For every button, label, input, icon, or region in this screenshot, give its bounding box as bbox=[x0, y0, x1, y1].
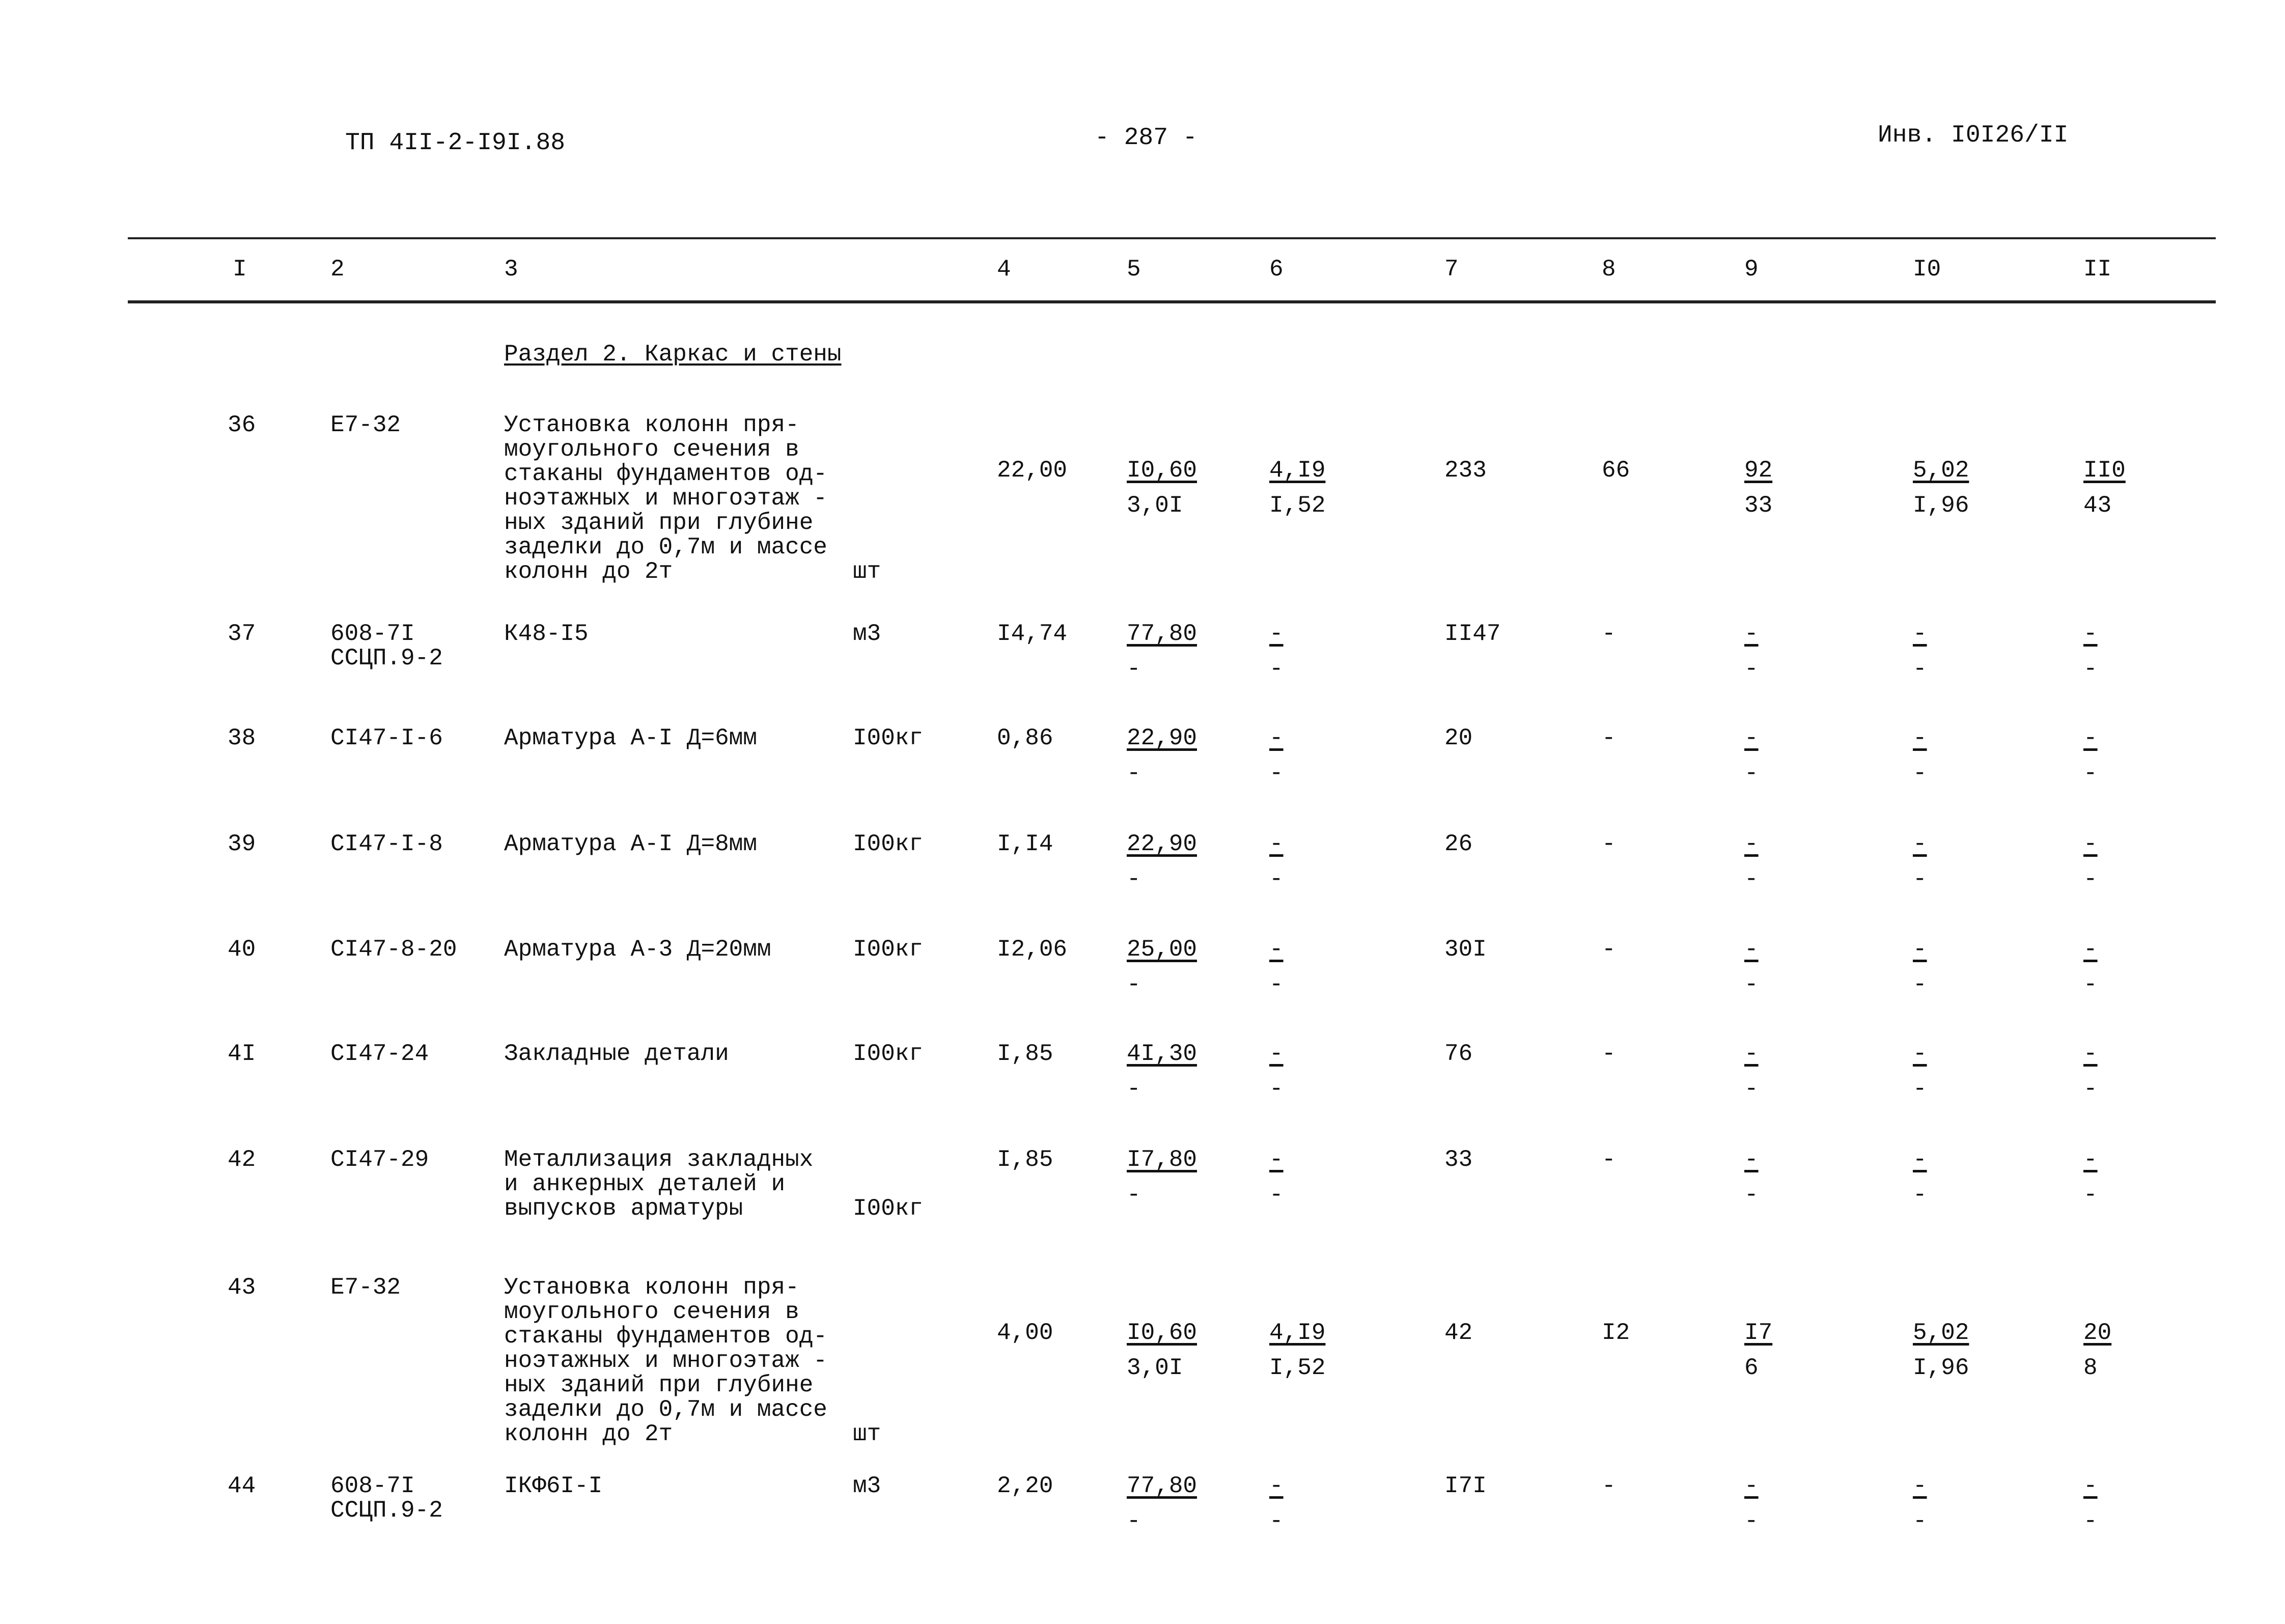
col-7-value: 76 bbox=[1444, 1041, 1473, 1067]
c6-numerator: - bbox=[1269, 621, 1284, 647]
column-number-1: I bbox=[233, 256, 247, 283]
col-7-value: 33 bbox=[1444, 1146, 1473, 1173]
c10-denominator: - bbox=[1913, 656, 1927, 682]
quantity: I,85 bbox=[997, 1041, 1053, 1067]
col-8-value: - bbox=[1602, 1041, 1616, 1067]
unit-of-measure: I00кг bbox=[853, 725, 924, 751]
row-number: 36 bbox=[228, 412, 256, 438]
col-8-value: - bbox=[1602, 725, 1616, 751]
c6-numerator: - bbox=[1269, 1473, 1284, 1499]
column-number-2: 2 bbox=[330, 256, 345, 283]
c6-denominator: - bbox=[1269, 656, 1284, 682]
c5-denominator: - bbox=[1127, 760, 1141, 787]
c11-numerator: - bbox=[2083, 1473, 2098, 1499]
column-number-5: 5 bbox=[1127, 256, 1141, 283]
unit-of-measure: I00кг bbox=[853, 1195, 924, 1222]
work-description-line: К48-I5 bbox=[504, 621, 589, 647]
work-description-line: Установка колонн пря- bbox=[504, 412, 799, 438]
work-description-line: IКФ6I-I bbox=[504, 1473, 603, 1499]
c6-denominator: - bbox=[1269, 1182, 1284, 1208]
c9-denominator: 6 bbox=[1744, 1355, 1759, 1381]
c11-denominator: - bbox=[2083, 656, 2098, 682]
c11-denominator: - bbox=[2083, 971, 2098, 998]
c5-numerator: 22,90 bbox=[1127, 831, 1197, 857]
quantity: 2,20 bbox=[997, 1473, 1053, 1499]
col-7-value: 20 bbox=[1444, 725, 1473, 751]
c9-numerator: - bbox=[1744, 725, 1759, 751]
c6-denominator: - bbox=[1269, 760, 1284, 787]
c10-denominator: I,96 bbox=[1913, 1355, 1969, 1381]
row-number: 40 bbox=[228, 936, 256, 963]
c5-numerator: 4I,30 bbox=[1127, 1041, 1197, 1067]
work-description-line: Металлизация закладных bbox=[504, 1146, 814, 1173]
col-8-value: - bbox=[1602, 936, 1616, 963]
c9-numerator: - bbox=[1744, 936, 1759, 963]
column-number-6: 6 bbox=[1269, 256, 1284, 283]
col-7-value: 26 bbox=[1444, 831, 1473, 857]
c5-numerator: 22,90 bbox=[1127, 725, 1197, 751]
c10-numerator: - bbox=[1913, 936, 1927, 963]
col-7-value: 233 bbox=[1444, 457, 1487, 484]
work-description-line: ных зданий при глубине bbox=[504, 510, 814, 536]
c10-denominator: - bbox=[1913, 866, 1927, 892]
work-description-line: ноэтажных и многоэтаж - bbox=[504, 485, 827, 512]
column-number-10: I0 bbox=[1913, 256, 1941, 283]
column-number-7: 7 bbox=[1444, 256, 1459, 283]
work-description-line: колонн до 2т bbox=[504, 558, 673, 585]
c5-denominator: - bbox=[1127, 1076, 1141, 1102]
norm-code: СI47-I-6 bbox=[330, 725, 443, 751]
norm-code: СI47-8-20 bbox=[330, 936, 457, 963]
work-description-line: Установка колонн пря- bbox=[504, 1274, 799, 1301]
col-8-value: - bbox=[1602, 1146, 1616, 1173]
row-number: 37 bbox=[228, 621, 256, 647]
unit-of-measure: м3 bbox=[853, 621, 881, 647]
work-description-line: заделки до 0,7м и массе bbox=[504, 534, 827, 561]
c9-denominator: - bbox=[1744, 866, 1759, 892]
inventory-number: Инв. I0I26/II bbox=[1878, 122, 2069, 149]
c11-denominator: - bbox=[2083, 1508, 2098, 1534]
row-number: 4I bbox=[228, 1041, 256, 1067]
unit-of-measure: м3 bbox=[853, 1473, 881, 1499]
c9-numerator: - bbox=[1744, 621, 1759, 647]
row-number: 39 bbox=[228, 831, 256, 857]
work-description-line: Закладные детали bbox=[504, 1041, 729, 1067]
column-number-3: 3 bbox=[504, 256, 518, 283]
norm-code: СI47-I-8 bbox=[330, 831, 443, 857]
c10-numerator: - bbox=[1913, 1041, 1927, 1067]
norm-code: Е7-32 bbox=[330, 1274, 401, 1301]
section-title: Раздел 2. Каркас и стены bbox=[504, 341, 842, 368]
c5-numerator: I0,60 bbox=[1127, 457, 1197, 484]
work-description-line: стаканы фундаментов од- bbox=[504, 1323, 827, 1350]
row-number: 42 bbox=[228, 1146, 256, 1173]
col-8-value: I2 bbox=[1602, 1320, 1630, 1346]
c9-numerator: - bbox=[1744, 1041, 1759, 1067]
column-number-4: 4 bbox=[997, 256, 1011, 283]
c5-numerator: I0,60 bbox=[1127, 1320, 1197, 1346]
unit-of-measure: I00кг bbox=[853, 831, 924, 857]
c11-numerator: - bbox=[2083, 831, 2098, 857]
c6-numerator: - bbox=[1269, 936, 1284, 963]
col-7-value: I7I bbox=[1444, 1473, 1487, 1499]
c5-denominator: - bbox=[1127, 866, 1141, 892]
quantity: I,I4 bbox=[997, 831, 1053, 857]
quantity: 0,86 bbox=[997, 725, 1053, 751]
work-description-line: Арматура А-I Д=6мм bbox=[504, 725, 757, 751]
c11-denominator: - bbox=[2083, 866, 2098, 892]
c6-numerator: 4,I9 bbox=[1269, 457, 1326, 484]
c11-numerator: - bbox=[2083, 621, 2098, 647]
c6-denominator: I,52 bbox=[1269, 492, 1326, 519]
norm-code: ССЦП.9-2 bbox=[330, 1497, 443, 1524]
c10-numerator: - bbox=[1913, 1473, 1927, 1499]
c9-numerator: I7 bbox=[1744, 1320, 1773, 1346]
c5-numerator: 77,80 bbox=[1127, 1473, 1197, 1499]
table-top-rule bbox=[128, 237, 2216, 239]
norm-code: 608-7I bbox=[330, 621, 415, 647]
c5-numerator: I7,80 bbox=[1127, 1146, 1197, 1173]
c6-numerator: - bbox=[1269, 831, 1284, 857]
row-number: 38 bbox=[228, 725, 256, 751]
c10-numerator: - bbox=[1913, 621, 1927, 647]
c11-denominator: 43 bbox=[2083, 492, 2112, 519]
work-description-line: заделки до 0,7м и массе bbox=[504, 1396, 827, 1423]
c5-denominator: - bbox=[1127, 656, 1141, 682]
c11-numerator: 20 bbox=[2083, 1320, 2112, 1346]
c5-numerator: 77,80 bbox=[1127, 621, 1197, 647]
unit-of-measure: I00кг bbox=[853, 936, 924, 963]
work-description-line: ноэтажных и многоэтаж - bbox=[504, 1348, 827, 1374]
c11-denominator: - bbox=[2083, 1182, 2098, 1208]
col-7-value: II47 bbox=[1444, 621, 1501, 647]
c6-denominator: - bbox=[1269, 1076, 1284, 1102]
c11-denominator: - bbox=[2083, 1076, 2098, 1102]
document-code: ТП 4II-2-I9I.88 bbox=[345, 129, 566, 157]
col-8-value: - bbox=[1602, 831, 1616, 857]
c10-denominator: - bbox=[1913, 971, 1927, 998]
c9-denominator: - bbox=[1744, 1508, 1759, 1534]
c5-denominator: 3,0I bbox=[1127, 1355, 1183, 1381]
col-7-value: 30I bbox=[1444, 936, 1487, 963]
c10-numerator: - bbox=[1913, 1146, 1927, 1173]
work-description-line: моугольного сечения в bbox=[504, 436, 799, 463]
c9-denominator: - bbox=[1744, 971, 1759, 998]
c5-denominator: - bbox=[1127, 971, 1141, 998]
unit-of-measure: I00кг bbox=[853, 1041, 924, 1067]
c11-numerator: - bbox=[2083, 725, 2098, 751]
c10-denominator: - bbox=[1913, 1182, 1927, 1208]
work-description-line: выпусков арматуры bbox=[504, 1195, 743, 1222]
unit-of-measure: шт bbox=[853, 558, 881, 585]
column-number-8: 8 bbox=[1602, 256, 1616, 283]
c10-denominator: I,96 bbox=[1913, 492, 1969, 519]
col-8-value: - bbox=[1602, 1473, 1616, 1499]
c9-denominator: - bbox=[1744, 760, 1759, 787]
c9-denominator: - bbox=[1744, 1182, 1759, 1208]
col-7-value: 42 bbox=[1444, 1320, 1473, 1346]
c9-denominator: 33 bbox=[1744, 492, 1773, 519]
c11-denominator: - bbox=[2083, 760, 2098, 787]
work-description-line: Арматура А-3 Д=20мм bbox=[504, 936, 771, 963]
c10-denominator: - bbox=[1913, 760, 1927, 787]
c9-numerator: - bbox=[1744, 831, 1759, 857]
c11-numerator: II0 bbox=[2083, 457, 2126, 484]
c6-denominator: - bbox=[1269, 866, 1284, 892]
row-number: 44 bbox=[228, 1473, 256, 1499]
column-number-9: 9 bbox=[1744, 256, 1759, 283]
c6-numerator: - bbox=[1269, 1146, 1284, 1173]
c9-denominator: - bbox=[1744, 1076, 1759, 1102]
col-8-value: - bbox=[1602, 621, 1616, 647]
c11-numerator: - bbox=[2083, 1041, 2098, 1067]
c5-numerator: 25,00 bbox=[1127, 936, 1197, 963]
column-number-11: II bbox=[2083, 256, 2112, 283]
c10-numerator: 5,02 bbox=[1913, 457, 1969, 484]
quantity: I,85 bbox=[997, 1146, 1053, 1173]
c9-numerator: - bbox=[1744, 1473, 1759, 1499]
quantity: 4,00 bbox=[997, 1320, 1053, 1346]
table-header-rule bbox=[128, 300, 2216, 303]
norm-code: 608-7I bbox=[330, 1473, 415, 1499]
c5-denominator: 3,0I bbox=[1127, 492, 1183, 519]
c11-numerator: - bbox=[2083, 1146, 2098, 1173]
quantity: I2,06 bbox=[997, 936, 1068, 963]
work-description-line: моугольного сечения в bbox=[504, 1299, 799, 1325]
c10-denominator: - bbox=[1913, 1508, 1927, 1534]
quantity: 22,00 bbox=[997, 457, 1068, 484]
c11-denominator: 8 bbox=[2083, 1355, 2098, 1381]
c9-numerator: - bbox=[1744, 1146, 1759, 1173]
c9-numerator: 92 bbox=[1744, 457, 1773, 484]
norm-code: Е7-32 bbox=[330, 412, 401, 438]
norm-code: СI47-29 bbox=[330, 1146, 429, 1173]
c6-denominator: - bbox=[1269, 1508, 1284, 1534]
c6-numerator: 4,I9 bbox=[1269, 1320, 1326, 1346]
work-description-line: Арматура А-I Д=8мм bbox=[504, 831, 757, 857]
c10-numerator: 5,02 bbox=[1913, 1320, 1969, 1346]
c6-denominator: I,52 bbox=[1269, 1355, 1326, 1381]
c10-numerator: - bbox=[1913, 831, 1927, 857]
c9-denominator: - bbox=[1744, 656, 1759, 682]
c5-denominator: - bbox=[1127, 1182, 1141, 1208]
row-number: 43 bbox=[228, 1274, 256, 1301]
c6-numerator: - bbox=[1269, 1041, 1284, 1067]
c6-numerator: - bbox=[1269, 725, 1284, 751]
work-description-line: и анкерных деталей и bbox=[504, 1171, 786, 1197]
c5-denominator: - bbox=[1127, 1508, 1141, 1534]
page-number: - 287 - bbox=[1095, 124, 1197, 152]
work-description-line: стаканы фундаментов од- bbox=[504, 461, 827, 487]
c10-numerator: - bbox=[1913, 725, 1927, 751]
norm-code: ССЦП.9-2 bbox=[330, 645, 443, 671]
work-description-line: колонн до 2т bbox=[504, 1421, 673, 1447]
col-8-value: 66 bbox=[1602, 457, 1630, 484]
c10-denominator: - bbox=[1913, 1076, 1927, 1102]
quantity: I4,74 bbox=[997, 621, 1068, 647]
c11-numerator: - bbox=[2083, 936, 2098, 963]
norm-code: СI47-24 bbox=[330, 1041, 429, 1067]
work-description-line: ных зданий при глубине bbox=[504, 1372, 814, 1398]
unit-of-measure: шт bbox=[853, 1421, 881, 1447]
c6-denominator: - bbox=[1269, 971, 1284, 998]
